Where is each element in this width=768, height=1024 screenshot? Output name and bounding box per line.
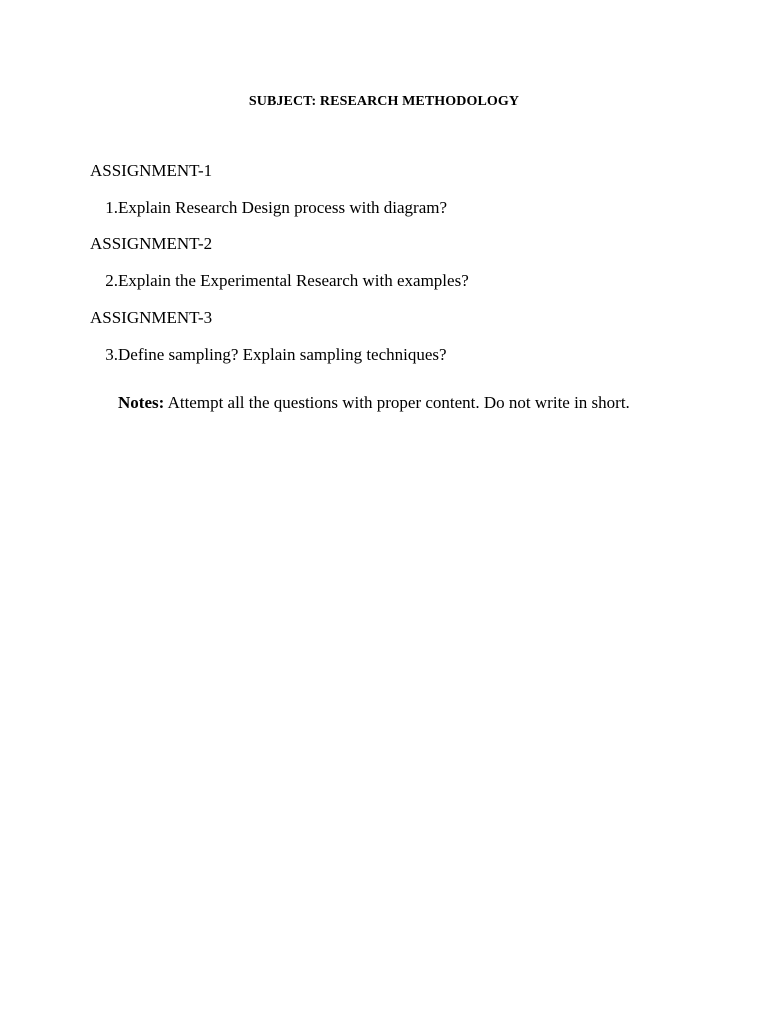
question-item-3 bbox=[90, 345, 447, 365]
assignment-heading-1: ASSIGNMENT-1 bbox=[90, 161, 213, 180]
question-number-2: 2. bbox=[105, 271, 118, 290]
question-number-3: 3. bbox=[105, 345, 118, 364]
notes-text: Attempt all the questions with proper content. Do not write in short. bbox=[164, 393, 630, 412]
question-item-1 bbox=[90, 198, 447, 218]
question-item-2 bbox=[90, 271, 469, 291]
question-text-3: Define sampling? Explain sampling techniques? bbox=[118, 345, 447, 364]
question-number-1: 1. bbox=[105, 198, 118, 217]
assignment-heading-2: ASSIGNMENT-2 bbox=[90, 234, 213, 253]
notes-paragraph bbox=[118, 393, 630, 413]
page-title: SUBJECT: RESEARCH METHODOLOGY bbox=[248, 94, 520, 109]
assignment-heading-3: ASSIGNMENT-3 bbox=[90, 308, 213, 327]
question-text-2: Explain the Experimental Research with examples? bbox=[118, 271, 469, 290]
question-text-1: Explain Research Design process with diagram? bbox=[118, 198, 448, 217]
notes-label: Notes: bbox=[118, 393, 165, 412]
